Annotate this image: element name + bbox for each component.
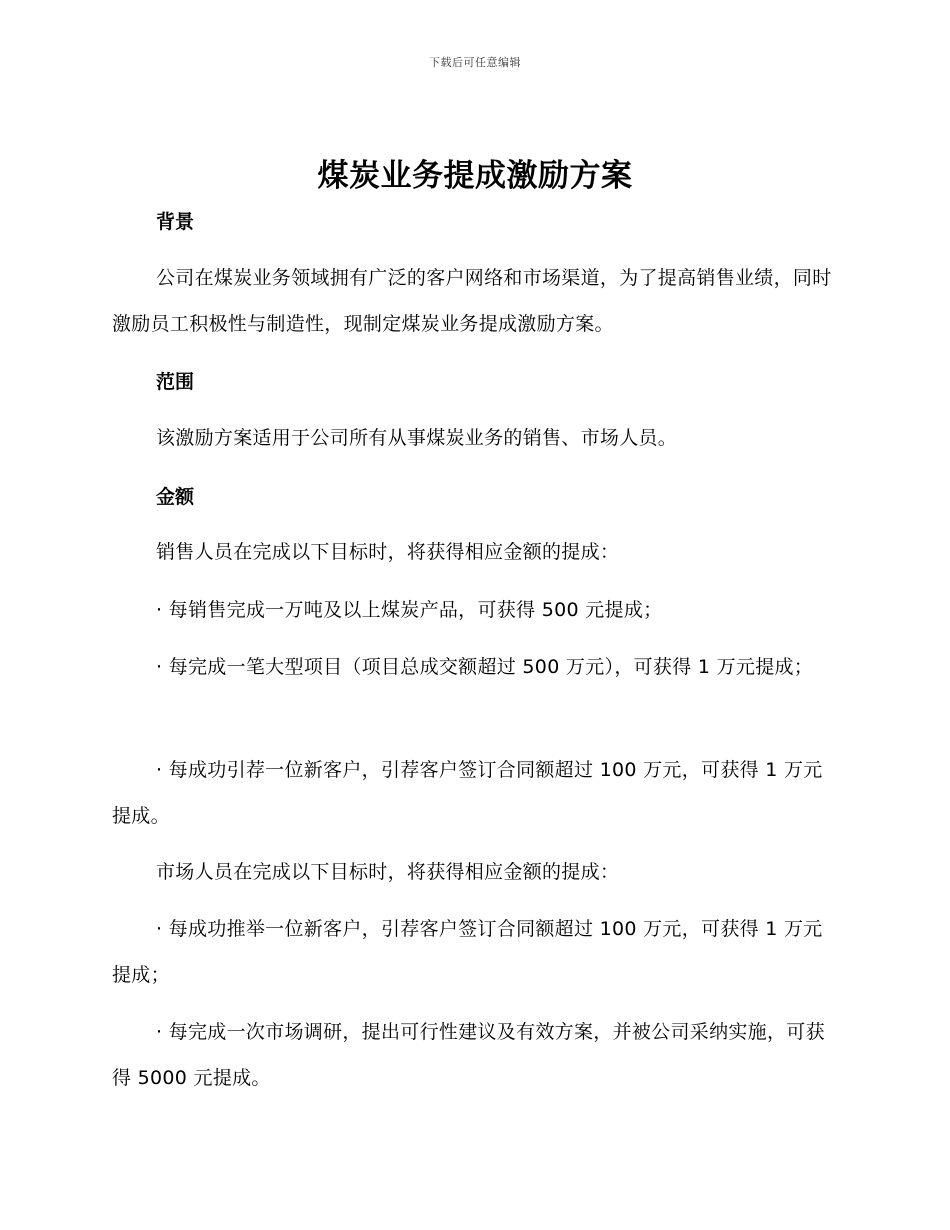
background-paragraph: 公司在煤炭业务领域拥有广泛的客户网络和市场渠道，为了提高销售业绩，同时激励员工积极性与制造性，现制定煤炭业务提成激励方案。 (112, 267, 832, 335)
document-title: 煤炭业务提成激励方案 (317, 158, 633, 194)
section-heading-background: 背景 (156, 211, 195, 233)
market-item: · 每成功推举一位新客户，引荐客户签订合同额超过 100 万元，可获得 1 万元提成； (112, 918, 823, 986)
section-heading-scope: 范围 (156, 371, 195, 393)
scope-paragraph: 该激励方案适用于公司所有从事煤炭业务的销售、市场人员。 (156, 427, 678, 449)
sales-item: · 每销售完成一万吨及以上煤炭产品，可获得 500 元提成； (156, 599, 663, 621)
market-intro-paragraph: 市场人员在完成以下目标时，将获得相应金额的提成： (156, 861, 620, 883)
sales-item: · 每完成一笔大型项目（项目总成交额超过 500 万元），可获得 1 万元提成； (156, 656, 814, 678)
section-heading-amount: 金额 (156, 486, 195, 508)
sales-intro-paragraph: 销售人员在完成以下目标时，将获得相应金额的提成： (156, 541, 620, 563)
market-item: · 每完成一次市场调研，提出可行性建议及有效方案，并被公司采纳实施，可获得 5000 元提成。 (112, 1021, 825, 1089)
header-note: 下载后可任意编辑 (429, 56, 521, 69)
sales-item: · 每成功引荐一位新客户，引荐客户签订合同额超过 100 万元，可获得 1 万元提成。 (112, 759, 823, 827)
